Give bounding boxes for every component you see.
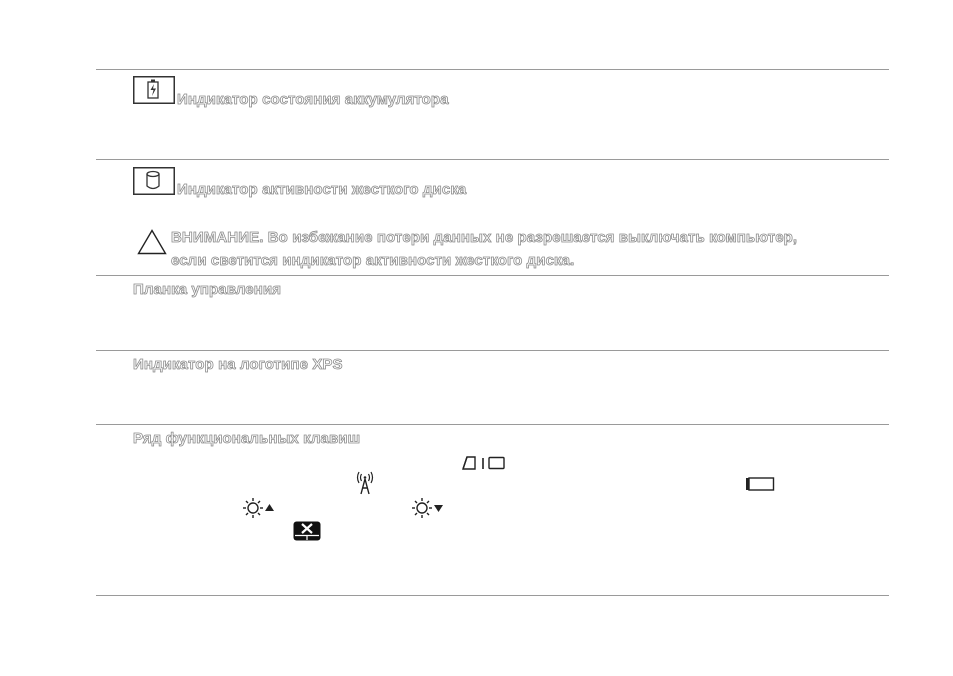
- brightness-up-icon: [242, 497, 276, 519]
- hdd-activity-label: Индикатор активности жесткого диска: [177, 181, 467, 198]
- battery-status-label: Индикатор состояния аккумулятора: [177, 91, 449, 108]
- battery-icon: [745, 477, 775, 491]
- hard-drive-icon: [133, 167, 175, 195]
- warning-text-line2: если светится индикатор активности жесткого диска.: [171, 252, 575, 269]
- touchpad-disable-icon: [293, 521, 321, 541]
- function-keys-label: Ряд функциональных клавиш: [133, 430, 361, 447]
- warning-body: Во избежание потери данных не разрешается выключать компьютер,: [267, 229, 798, 246]
- divider: [96, 350, 889, 351]
- divider: [96, 159, 889, 160]
- divider: [96, 595, 889, 596]
- divider: [96, 424, 889, 425]
- xps-logo-indicator-label: Индикатор на логотипе XPS: [133, 356, 343, 373]
- divider: [96, 275, 889, 276]
- wireless-icon: [356, 471, 374, 495]
- brightness-down-icon: [411, 497, 445, 519]
- warning-text-line1: [171, 229, 797, 246]
- warning-lead: ВНИМАНИЕ.: [171, 229, 264, 246]
- battery-charge-icon: [133, 76, 175, 104]
- control-strip-label: Планка управления: [133, 281, 282, 298]
- divider: [96, 69, 889, 70]
- display-switch-icon: [461, 455, 507, 471]
- warning-triangle-icon: [137, 229, 167, 255]
